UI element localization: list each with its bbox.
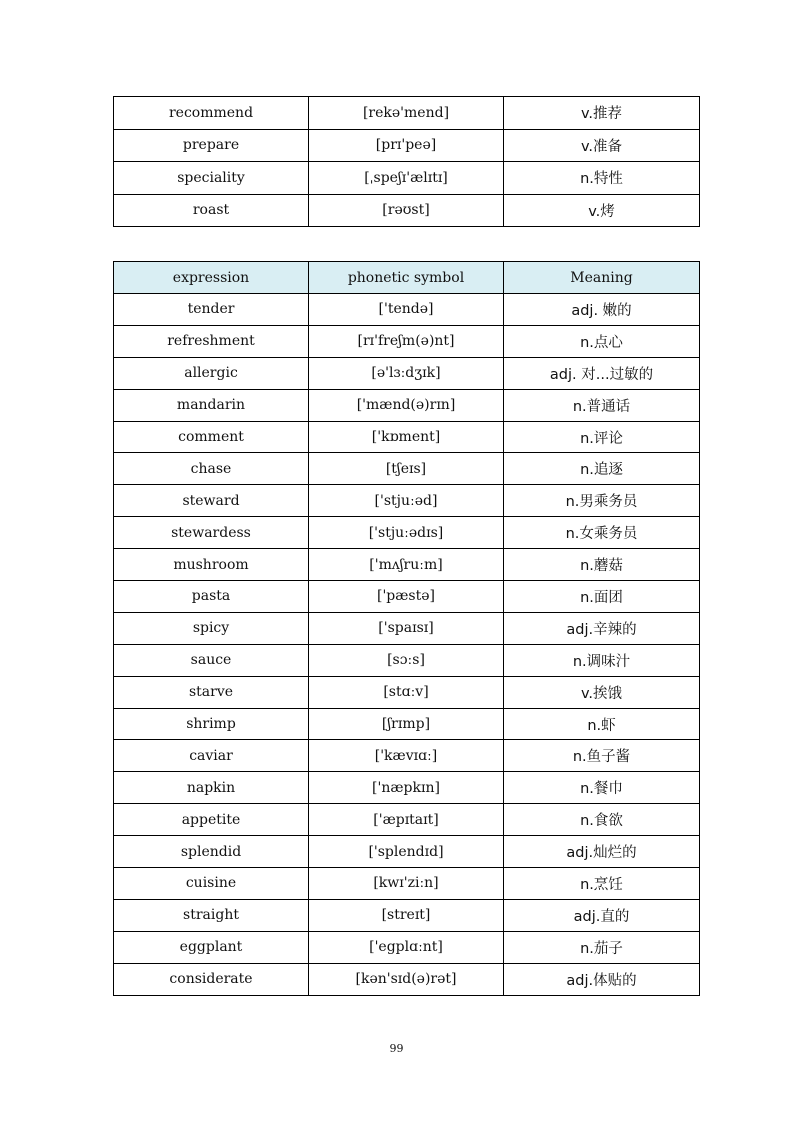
phonetic-cell: [streɪt] <box>309 899 504 931</box>
phonetic-cell: [ə'lɜːdʒɪk] <box>309 357 504 389</box>
table-row <box>114 963 700 995</box>
table-row <box>114 708 700 740</box>
meaning-cell: v.烤 <box>504 194 700 227</box>
phonetic-cell: ['mʌʃruːm] <box>309 549 504 581</box>
meaning-cell: n.虾 <box>504 708 700 740</box>
word-cell: allergic <box>114 357 309 389</box>
meaning-cell: adj.辛辣的 <box>504 612 700 644</box>
phonetic-cell: ['stjuːəd] <box>309 485 504 517</box>
word-cell: sauce <box>114 644 309 676</box>
table-row <box>114 581 700 613</box>
table-row <box>114 97 700 130</box>
meaning-cell: adj.灿烂的 <box>504 836 700 868</box>
phonetic-cell: ['stjuːədɪs] <box>309 517 504 549</box>
phonetic-cell: [ˌspeʃɪ'ælɪtɪ] <box>309 162 504 195</box>
phonetic-cell: ['mænd(ə)rɪn] <box>309 389 504 421</box>
table-row <box>114 772 700 804</box>
meaning-cell: n.调味汁 <box>504 644 700 676</box>
table-row <box>114 485 700 517</box>
word-cell: appetite <box>114 804 309 836</box>
meaning-cell: n.女乘务员 <box>504 517 700 549</box>
table-row <box>114 868 700 900</box>
word-cell: recommend <box>114 97 309 130</box>
meaning-cell: adj.直的 <box>504 899 700 931</box>
header-phonetic-symbol: phonetic symbol <box>309 262 504 294</box>
table-row <box>114 612 700 644</box>
phonetic-cell: ['splendɪd] <box>309 836 504 868</box>
word-cell: splendid <box>114 836 309 868</box>
meaning-cell: v.推荐 <box>504 97 700 130</box>
word-cell: starve <box>114 676 309 708</box>
meaning-cell: n.鱼子酱 <box>504 740 700 772</box>
phonetic-cell: ['spaɪsɪ] <box>309 612 504 644</box>
vocabulary-table-continued <box>113 96 700 227</box>
word-cell: spicy <box>114 612 309 644</box>
word-cell: speciality <box>114 162 309 195</box>
meaning-cell: adj. 嫩的 <box>504 294 700 326</box>
word-cell: refreshment <box>114 325 309 357</box>
table-row <box>114 162 700 195</box>
word-cell: chase <box>114 453 309 485</box>
table-row <box>114 389 700 421</box>
word-cell: tender <box>114 294 309 326</box>
phonetic-cell: [rəʊst] <box>309 194 504 227</box>
vocabulary-table <box>113 261 700 996</box>
meaning-cell: n.餐巾 <box>504 772 700 804</box>
meaning-cell: n.茄子 <box>504 931 700 963</box>
phonetic-cell: [stɑːv] <box>309 676 504 708</box>
meaning-cell: adj. 对...过敏的 <box>504 357 700 389</box>
phonetic-cell: [ʃrɪmp] <box>309 708 504 740</box>
word-cell: steward <box>114 485 309 517</box>
word-cell: comment <box>114 421 309 453</box>
meaning-cell: n.特性 <box>504 162 700 195</box>
header-meaning: Meaning <box>504 262 700 294</box>
word-cell: napkin <box>114 772 309 804</box>
table-row <box>114 644 700 676</box>
phonetic-cell: ['næpkɪn] <box>309 772 504 804</box>
word-cell: roast <box>114 194 309 227</box>
phonetic-cell: [rɪ'freʃm(ə)nt] <box>309 325 504 357</box>
word-cell: straight <box>114 899 309 931</box>
table-row <box>114 421 700 453</box>
word-cell: cuisine <box>114 868 309 900</box>
phonetic-cell: ['æpɪtaɪt] <box>309 804 504 836</box>
phonetic-cell: ['pæstə] <box>309 581 504 613</box>
table-row <box>114 517 700 549</box>
table-row <box>114 453 700 485</box>
meaning-cell: v.挨饿 <box>504 676 700 708</box>
table-row <box>114 899 700 931</box>
phonetic-cell: ['egplɑːnt] <box>309 931 504 963</box>
meaning-cell: n.烹饪 <box>504 868 700 900</box>
word-cell: prepare <box>114 129 309 162</box>
table-row <box>114 836 700 868</box>
table-row <box>114 676 700 708</box>
meaning-cell: adj.体贴的 <box>504 963 700 995</box>
phonetic-cell: [rekə'mend] <box>309 97 504 130</box>
phonetic-cell: [kən'sɪd(ə)rət] <box>309 963 504 995</box>
meaning-cell: n.蘑菇 <box>504 549 700 581</box>
meaning-cell: n.食欲 <box>504 804 700 836</box>
meaning-cell: n.普通话 <box>504 389 700 421</box>
phonetic-cell: ['kævɪɑː] <box>309 740 504 772</box>
meaning-cell: v.准备 <box>504 129 700 162</box>
meaning-cell: n.面团 <box>504 581 700 613</box>
phonetic-cell: [kwɪ'ziːn] <box>309 868 504 900</box>
table-row <box>114 549 700 581</box>
table-row <box>114 325 700 357</box>
phonetic-cell: [tʃeɪs] <box>309 453 504 485</box>
phonetic-cell: [sɔːs] <box>309 644 504 676</box>
meaning-cell: n.点心 <box>504 325 700 357</box>
page-number: 99 <box>389 1042 404 1055</box>
table-row <box>114 294 700 326</box>
word-cell: stewardess <box>114 517 309 549</box>
phonetic-cell: ['kɒment] <box>309 421 504 453</box>
table-header-row <box>114 262 700 294</box>
word-cell: eggplant <box>114 931 309 963</box>
table-row <box>114 194 700 227</box>
meaning-cell: n.追逐 <box>504 453 700 485</box>
word-cell: pasta <box>114 581 309 613</box>
word-cell: mushroom <box>114 549 309 581</box>
table-row <box>114 804 700 836</box>
word-cell: considerate <box>114 963 309 995</box>
table-row <box>114 931 700 963</box>
word-cell: mandarin <box>114 389 309 421</box>
header-expression: expression <box>114 262 309 294</box>
meaning-cell: n.评论 <box>504 421 700 453</box>
word-cell: caviar <box>114 740 309 772</box>
meaning-cell: n.男乘务员 <box>504 485 700 517</box>
phonetic-cell: ['tendə] <box>309 294 504 326</box>
table-row <box>114 740 700 772</box>
word-cell: shrimp <box>114 708 309 740</box>
phonetic-cell: [prɪ'peə] <box>309 129 504 162</box>
table-row <box>114 129 700 162</box>
table-row <box>114 357 700 389</box>
